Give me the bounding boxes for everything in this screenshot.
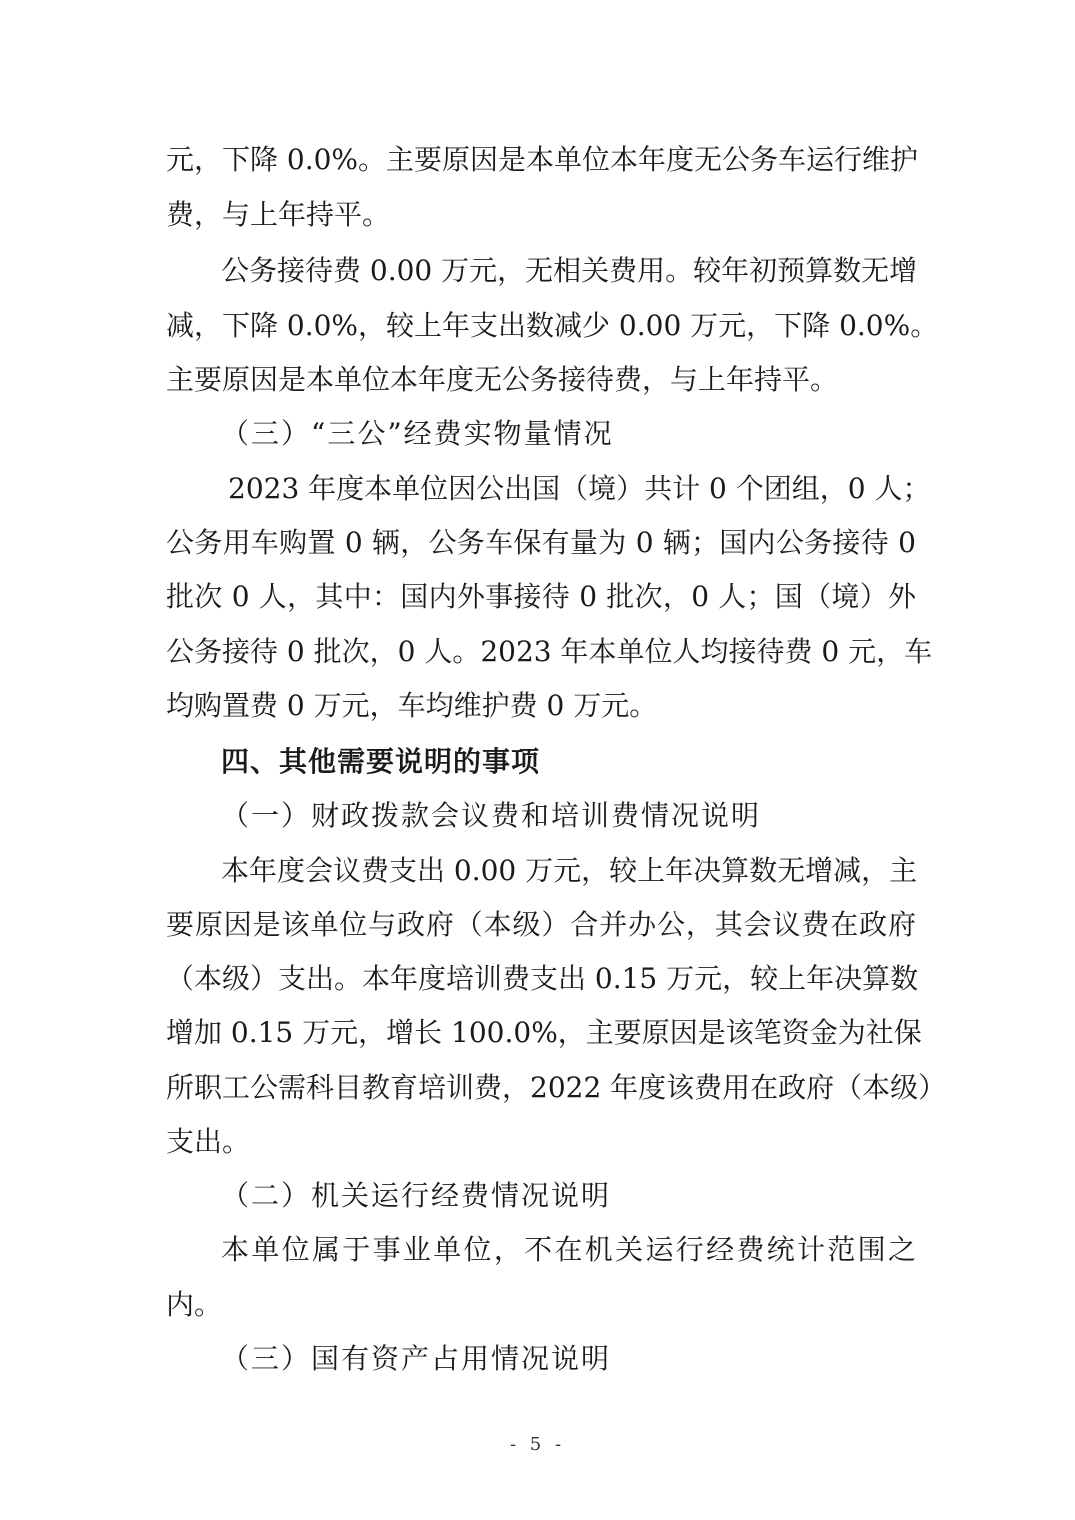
- text-line: 内。: [166, 1288, 223, 1321]
- text-line: 本单位属于事业单位，不在机关运行经费统计范围之: [221, 1233, 916, 1266]
- page-number: - 5 -: [509, 1434, 566, 1455]
- text-line: 费，与上年持平。: [166, 198, 391, 231]
- section-heading: 四、其他需要说明的事项: [221, 745, 541, 778]
- text-line: 所职工公需科目教育培训费，2022 年度该费用在政府（本级）: [166, 1071, 947, 1104]
- text-line: 均购置费 0 万元，车均维护费 0 万元。: [166, 689, 658, 722]
- text-line: 主要原因是本单位本年度无公务接待费，与上年持平。: [166, 363, 839, 396]
- text-line: 支出。: [166, 1125, 251, 1158]
- text-line: 公务接待费 0.00 万元，无相关费用。较年初预算数无增: [221, 254, 918, 287]
- text-line: （本级）支出。本年度培训费支出 0.15 万元，较上年决算数: [166, 962, 919, 995]
- text-line: 本年度会议费支出 0.00 万元，较上年决算数无增减，主: [221, 854, 918, 887]
- subsection-heading: （一）财政拨款会议费和培训费情况说明: [221, 799, 762, 832]
- text-line: 要原因是该单位与政府（本级）合并办公，其会议费在政府: [166, 908, 916, 941]
- text-line: 批次 0 人，其中：国内外事接待 0 批次，0 人；国（境）外: [166, 580, 916, 613]
- text-line: 2023 年度本单位因公出国（境）共计 0 个团组，0 人；: [228, 472, 931, 505]
- text-line: 公务接待 0 批次，0 人。2023 年本单位人均接待费 0 元，车: [166, 635, 933, 668]
- text-line: 元，下降 0.0%。主要原因是本单位本年度无公务车运行维护: [166, 143, 919, 176]
- subsection-heading: （三）国有资产占用情况说明: [221, 1342, 612, 1375]
- text-line: 减，下降 0.0%，较上年支出数减少 0.00 万元，下降 0.0%。: [166, 309, 939, 342]
- text-line: 公务用车购置 0 辆，公务车保有量为 0 辆；国内公务接待 0: [166, 526, 916, 559]
- subsection-heading: （二）机关运行经费情况说明: [221, 1179, 612, 1212]
- text-line: 增加 0.15 万元，增长 100.0%，主要原因是该笔资金为社保: [166, 1016, 922, 1049]
- subsection-heading: （三）“三公”经费实物量情况: [221, 417, 614, 450]
